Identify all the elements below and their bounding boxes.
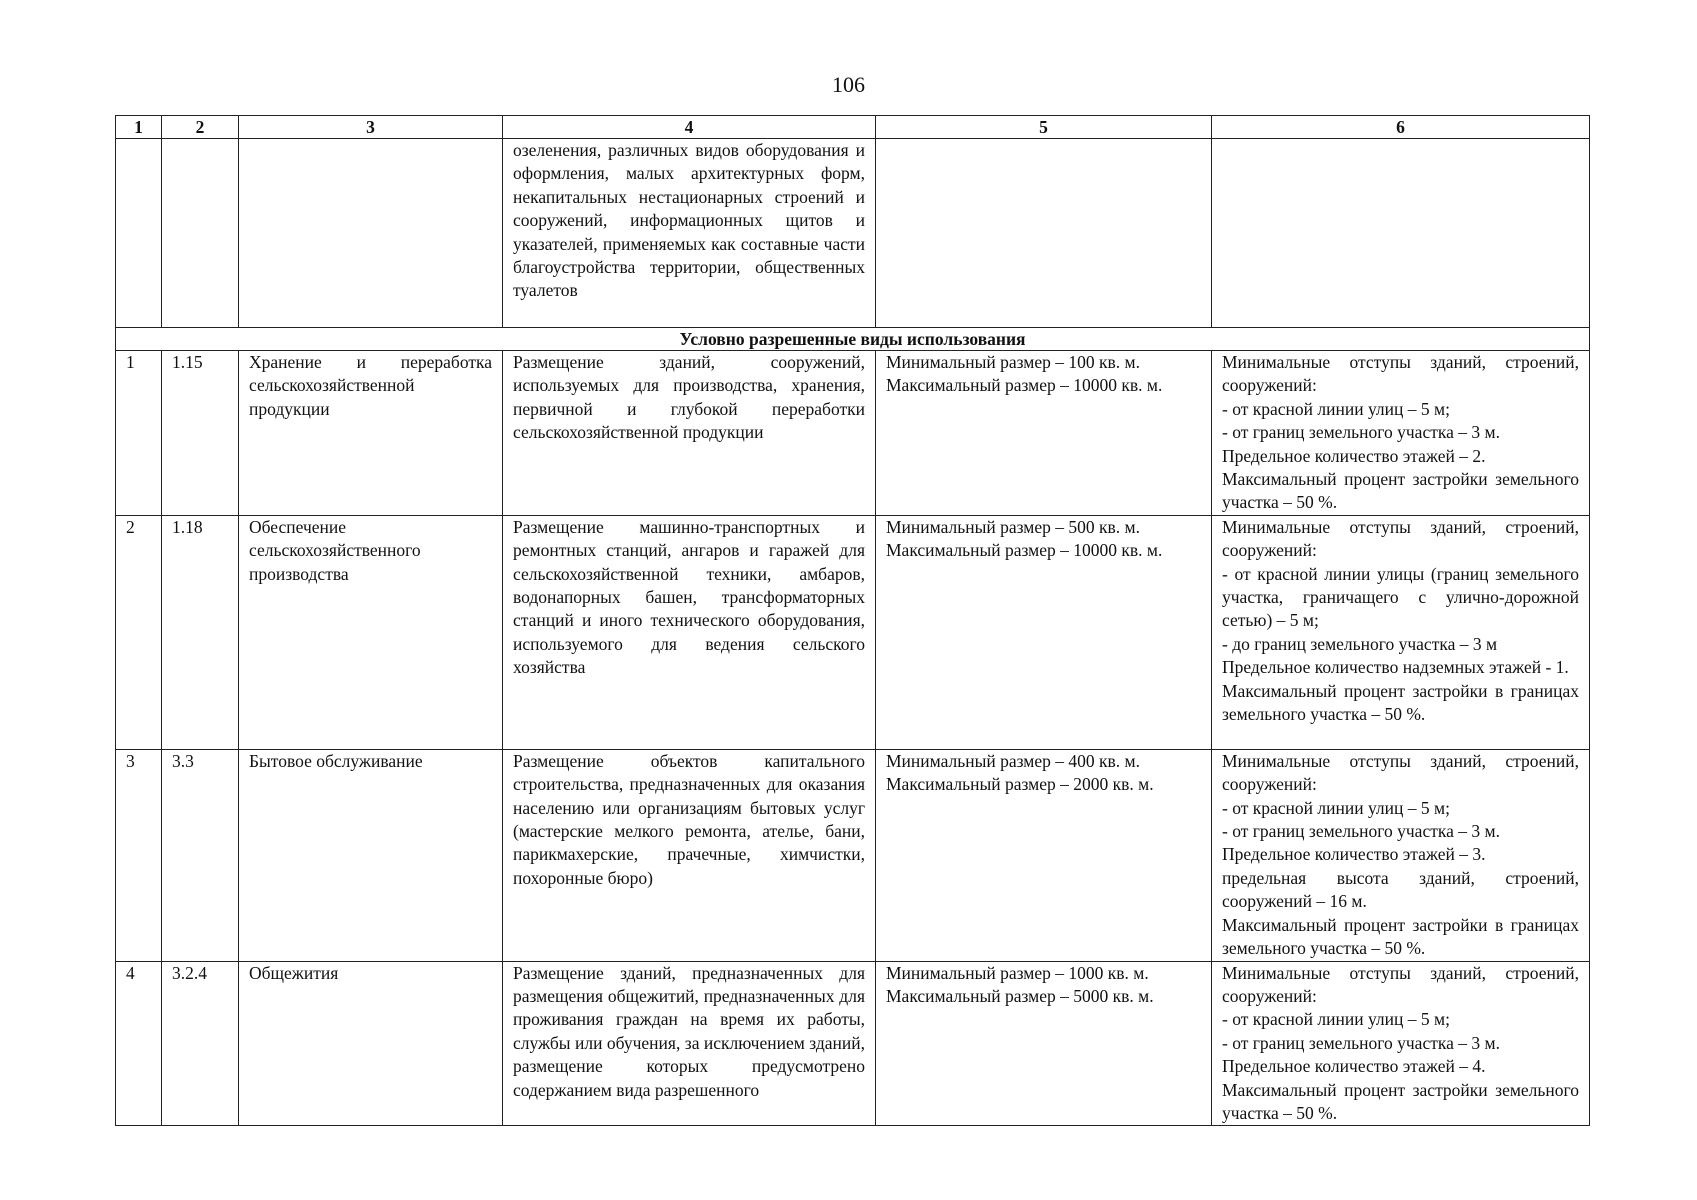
continuation-description: озеленения, различных видов оборудования и оформления, малых архитектурных форм, некапитальных нестационарных строений и сооружений, информационных щитов и указателей, применяемых как составные части благоустройства территории, общественных туалетов: [503, 139, 876, 328]
param-line: Минимальные отступы зданий, строений, сооружений:: [1222, 352, 1579, 396]
row-sizes: [876, 351, 1212, 516]
table-row: [116, 749, 1590, 961]
row-number: 1: [116, 351, 162, 516]
param-line: предельная высота зданий, строений, сооружений – 16 м.: [1222, 867, 1579, 912]
section-title: Условно разрешенные виды использования: [116, 328, 1590, 351]
table-row: [116, 515, 1590, 749]
row-params: [1212, 351, 1590, 516]
continuation-row: [116, 139, 1590, 328]
row-params: [1212, 749, 1590, 961]
param-line: Предельное количество этажей – 2.: [1222, 445, 1486, 466]
row-code: 3.2.4: [162, 961, 239, 1126]
param-line: Минимальные отступы зданий, строений, сооружений:: [1222, 750, 1579, 795]
param-line: Минимальные отступы зданий, строений, сооружений:: [1222, 962, 1579, 1006]
row-description: Размещение зданий, сооружений, используемых для производства, хранения, первичной и глубокой переработки сельскохозяйственной продукции: [503, 351, 876, 516]
table-row: [116, 961, 1590, 1126]
param-line: - от границ земельного участка – 3 м.: [1222, 1032, 1500, 1053]
row-description: Размещение объектов капитального строительства, предназначенных для оказания населению или организациям бытовых услуг (мастерские мелкого ремонта, ателье, бани, парикмахерские, прачечные, химчистки, похоронные бюро): [503, 749, 876, 961]
param-line: - от красной линии улиц – 5 м;: [1222, 797, 1450, 818]
row-sizes: [876, 749, 1212, 961]
table-row: [116, 351, 1590, 516]
row-description: Размещение зданий, предназначенных для размещения общежитий, предназначенных для проживания граждан на время их работы, службы или обучения, за исключением зданий, размещение которых предусмотрено содержанием вида разрешенного: [503, 961, 876, 1126]
row-number: 4: [116, 961, 162, 1126]
param-line: Максимальный процент застройки земельного участка – 50 %.: [1222, 469, 1579, 513]
row-name: Общежития: [239, 961, 503, 1126]
param-line: - от границ земельного участка – 3 м.: [1222, 422, 1500, 443]
size-max: Максимальный размер – 10000 кв. м.: [886, 375, 1163, 396]
size-min: Минимальный размер – 500 кв. м.: [886, 516, 1140, 537]
row-params: [1212, 961, 1590, 1126]
size-min: Минимальный размер – 400 кв. м.: [886, 750, 1140, 771]
param-line: Максимальный процент застройки в границах земельного участка – 50 %.: [1222, 914, 1579, 959]
size-max: Максимальный размер – 10000 кв. м.: [886, 540, 1163, 561]
size-min: Минимальный размер – 1000 кв. м.: [886, 962, 1149, 983]
row-name: Обеспечение сельскохозяйственного производства: [239, 515, 503, 749]
param-line: Максимальный процент застройки в границах земельного участка – 50 %.: [1222, 680, 1579, 725]
row-params: [1212, 515, 1590, 749]
param-line: Предельное количество этажей – 3.: [1222, 844, 1486, 865]
param-line: - от границ земельного участка – 3 м.: [1222, 821, 1500, 842]
column-header-2: 2: [162, 116, 239, 139]
row-name: Хранение и переработка сельскохозяйственной продукции: [239, 351, 503, 516]
row-name: Бытовое обслуживание: [239, 749, 503, 961]
param-line: Максимальный процент застройки земельного участка – 50 %.: [1222, 1079, 1579, 1123]
param-line: Минимальные отступы зданий, строений, сооружений:: [1222, 516, 1579, 561]
land-use-table: [115, 115, 1590, 1126]
param-line: - от красной линии улицы (границ земельного участка, граничащего с улично-дорожной сетью) – 5 м;: [1222, 563, 1579, 631]
row-code: 3.3: [162, 749, 239, 961]
page-number: 106: [832, 72, 865, 97]
column-header-5: 5: [876, 116, 1212, 139]
row-sizes: [876, 515, 1212, 749]
size-max: Максимальный размер – 2000 кв. м.: [886, 774, 1154, 795]
size-min: Минимальный размер – 100 кв. м.: [886, 352, 1140, 372]
param-line: Предельное количество надземных этажей - 1.: [1222, 657, 1569, 678]
param-line: - от красной линии улиц – 5 м;: [1222, 398, 1450, 419]
row-description: Размещение машинно-транспортных и ремонтных станций, ангаров и гаражей для сельскохозяйственной техники, амбаров, водонапорных башен, трансформаторных станций и иного технического оборудования, используемого для ведения сельского хозяйства: [503, 515, 876, 749]
row-sizes: [876, 961, 1212, 1126]
row-number: 2: [116, 515, 162, 749]
row-code: 1.18: [162, 515, 239, 749]
param-line: - до границ земельного участка – 3 м: [1222, 633, 1498, 654]
header-row: [116, 116, 1590, 139]
param-line: - от красной линии улиц – 5 м;: [1222, 1009, 1450, 1030]
column-header-1: 1: [116, 116, 162, 139]
column-header-3: 3: [239, 116, 503, 139]
column-header-4: 4: [503, 116, 876, 139]
section-row: [116, 328, 1590, 351]
size-max: Максимальный размер – 5000 кв. м.: [886, 985, 1154, 1006]
row-code: 1.15: [162, 351, 239, 516]
row-number: 3: [116, 749, 162, 961]
param-line: Предельное количество этажей – 4.: [1222, 1056, 1486, 1077]
column-header-6: 6: [1212, 116, 1590, 139]
